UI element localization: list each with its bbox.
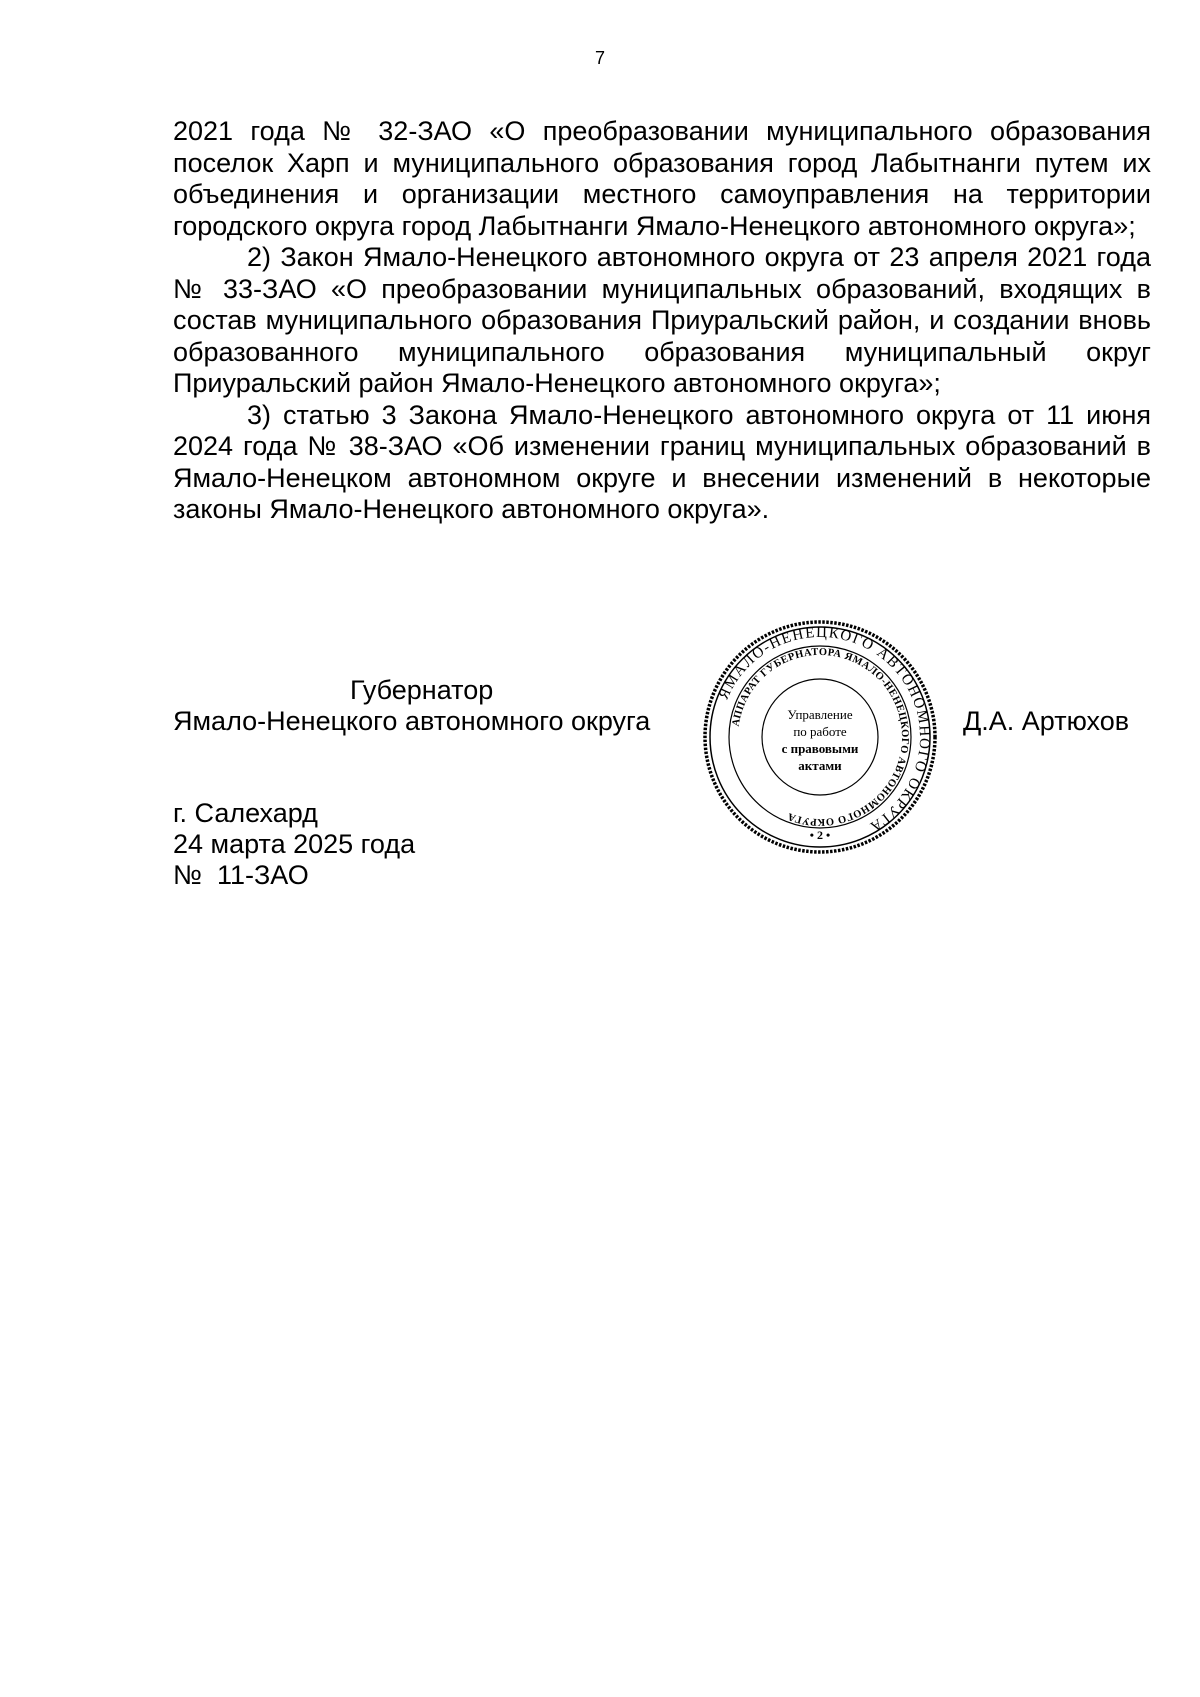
- footer-city: г. Салехард: [173, 798, 318, 828]
- law-text: [173, 116, 1151, 526]
- stamp-center-line-3: с правовыми: [781, 741, 859, 756]
- document-footer: [173, 798, 415, 891]
- stamp-outer-text: ЯМАЛО-НЕНЕЦКОГО АВТОНОМНОГО ОКРУГА: [715, 624, 933, 836]
- footer-date: 24 марта 2025 года: [173, 829, 416, 859]
- stamp-center-line-2: по работе: [793, 724, 847, 739]
- stamp-center-line-1: Управление: [787, 707, 853, 722]
- paragraph-3: 3) статью 3 Закона Ямало-Ненецкого автономного округа от 11 июня 2024 года № 38-ЗАО «Об изменении границ муниципальных образований в Ямало-Ненецком автономном округе и внесении изменений в некоторые законы Ямало-Ненецкого автономного округа».: [173, 399, 1151, 524]
- official-stamp: [700, 617, 940, 857]
- stamp-center-line-4: актами: [798, 758, 842, 773]
- signature-title: Губернатор: [350, 675, 494, 705]
- paragraph-1: 2021 года № 32-ЗАО «О преобразовании муниципального образования поселок Харп и муниципального образования город Лабытнанги путем их объединения и организации местного самоуправления на территории городского округа город Лабытнанги Ямало-Ненецкого автономного округа»;: [173, 116, 1151, 241]
- stamp-inner-text: АППАРАТ ГУБЕРНАТОРА ЯМАЛО-НЕНЕЦКОГО АВТОНОМНОГО ОКРУГА: [730, 646, 911, 828]
- stamp-number: • 2 •: [809, 828, 831, 842]
- signature-organization: Ямало-Ненецкого автономного округа: [173, 706, 651, 736]
- footer-law-number: № 11-ЗАО: [173, 860, 309, 890]
- signature-name: Д.А. Артюхов: [963, 706, 1130, 736]
- paragraph-2: 2) Закон Ямало-Ненецкого автономного округа от 23 апреля 2021 года № 33-ЗАО «О преобразовании муниципальных образований, входящих в состав муниципального образования Приуральский район, и создании вновь образованного муниципального образования муниципальный округ Приуральский район Ямало-Ненецкого автономного округа»;: [173, 242, 1151, 398]
- page-number: 7: [594, 48, 605, 68]
